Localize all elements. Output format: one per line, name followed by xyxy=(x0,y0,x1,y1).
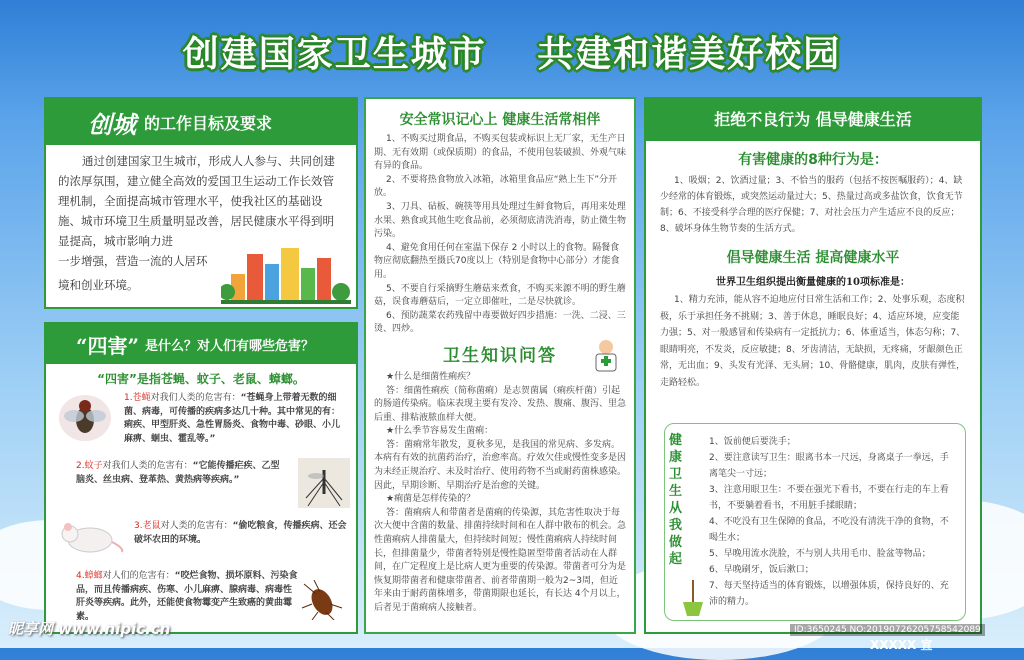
panel-goals-title-big: 创城 xyxy=(88,109,136,139)
qa-answer: 答：菌痢病人和带菌者是菌痢的传染源，其危害性取决于每次大便中含菌的数量、排菌持续时间和在人群中散布的机会。急性菌痢病人排菌量大，但持续时间短；慢性菌痢病人持续时间长，但排菌量少，带菌者特别是慢性隐匿型带菌者活动在人群间，在广定程度上是比病人更为重要的传染源。带菌者可分为是恢复期带菌者和健康带菌者、前者带菌期一般为2~3周，但近年来由于耐药菌株增多，带菌期限也延长，有长达 4个月以上，后者见于菌痢病人接触者。 xyxy=(374,507,627,613)
qa-question: ★什么季节容易发生菌痢： xyxy=(386,426,494,437)
cockroach-icon xyxy=(300,580,344,620)
health-tip: 5、早晚用流水洗脸，不与别人共用毛巾、脸盆等物品； xyxy=(709,549,931,559)
health-tips-box xyxy=(664,423,966,621)
mosquito-text: “它能传播疟疾、乙型脑炎、丝虫病、登革热、黄热病等疾病。” xyxy=(76,461,280,485)
doctor-icon xyxy=(590,339,622,373)
footer-id: ID:3650245 NO:20190726205758542089 xyxy=(790,624,985,636)
qa-title: 卫生知识问答 xyxy=(443,345,557,366)
rat-label: 3.老鼠 xyxy=(134,521,161,531)
cockroach-label: 4.蟑螂 xyxy=(76,571,103,581)
footer xyxy=(0,620,1024,652)
safety-item: 2、不要将热食物放入冰箱，冰箱里食品应“熟上生下”分开放。 xyxy=(374,174,618,199)
panel-four-pests xyxy=(44,322,358,634)
cockroach-text: “咬烂食物、损坏原料、污染食品，而且传播病疾、伤寒、小儿麻痹、腺病毒、病毒性肝炎等疾病。此外，还能使食物霉变产生致癌的黄曲霉素。 xyxy=(76,571,298,622)
safety-list xyxy=(366,129,634,337)
safety-item: 3、刀具、砧板、碗筷等用具处理过生鲜食物后，再用来处理水果、熟食或其他生吃食品前，必须彻底清洗消毒，防止微生物污染。 xyxy=(374,201,627,240)
healthy-life-title: 倡导健康生活 提高健康水平 xyxy=(726,250,900,266)
health-tip: 6、早晚刷牙，饭后漱口； xyxy=(709,565,814,575)
harmful-behaviors-text: 1、吸烟；2、饮酒过量；3、不恰当的服药（包括不按医嘱服药）；4、缺少经常的体育锻炼，或突然运动量过大；5、热量过高或多盐饮食，饮食无节制；6、不接受科学合理的医疗保健；7、对社会压力产生适应不良的反应；8、破坏身体生物节奏的生活方式。 xyxy=(660,176,963,234)
health-tip: 3、注意用眼卫生：不要在强光下看书，不要在行走的车上看书，不要躺着看书，不用脏手揉眼睛； xyxy=(709,485,949,511)
who-standards-text: 1、精力充沛，能从容不迫地应付日常生活和工作；2、处事乐观，态度积极，乐于承担任务不挑剔；3、善于休息，睡眠良好；4、适应环境，应变能力强；5、对一般感冒和传染病有一定抵抗力；6、体重适当，体态匀称；7、眼睛明亮，不发炎，反应敏捷；8、牙齿清洁，无缺损，无疼痛，牙龈颜色正常，无出血；9、头发有光泽、无头屑；10、骨骼健康，肌肉，皮肤有弹性，走路轻松。 xyxy=(660,295,966,388)
health-tip: 7、每天坚持适当的体育锻炼，以增强体质，保持良好的、充沛的精力。 xyxy=(709,581,949,607)
panel-goals-title: 的工作目标及要求 xyxy=(144,113,273,133)
qa-question: ★什么是细菌性痢疾？ xyxy=(386,371,476,382)
health-tip: 1、饭前便后要洗手； xyxy=(709,437,796,447)
panel-goals-text-2: 一步增强，营造一流的人居环 xyxy=(58,254,208,268)
page-title xyxy=(0,26,1024,77)
panel-goals-text: 通过创建国家卫生城市，形成人人参与、共同创建的浓厚氛围，建立健全高效的爱国卫生运动工作长效管理机制，全面提高城市管理水平，使我社区的基础设施、城市环境卫生质量明显改善，居民健康水平得到明显提高，城市影响力进 xyxy=(58,154,335,248)
title-right: 共建和谐美好校园 xyxy=(537,34,842,75)
harmful-behaviors-title: 有害健康的8种行为是： xyxy=(738,152,888,168)
fly-label: 1.苍蝇 xyxy=(124,393,151,403)
rat-description xyxy=(134,520,348,547)
safety-item: 6、预防蔬菜农药残留中毒要做好四步措施：一洗、二浸、三烫、四炒。 xyxy=(374,310,626,335)
qa-list xyxy=(366,371,634,616)
safety-item: 4、避免食用任何在室温下保存 2 小时以上的食物。隔餐食物应彻底翻热至摄氏70度以上（特别是食物中心部分）才能食用。 xyxy=(374,242,620,280)
health-tip: 2、要注意读写卫生：眼离书本一尺远，身离桌子一拳远，手离笔尖一寸远； xyxy=(709,453,949,479)
panel-goals xyxy=(44,97,358,309)
mosquito-icon xyxy=(298,458,350,508)
mosquito-description xyxy=(76,460,286,487)
panel-healthy-header: 拒绝不良行为 倡导健康生活 xyxy=(646,99,980,141)
panel-pests-title-big: “四害” xyxy=(76,333,140,358)
panel-safety-title: 安全常识记心上 健康生活常相伴 xyxy=(399,112,601,128)
qa-answer: 答：菌痢常年散发，夏秋多见，是我国的常见病、多发病。本病有有效的抗菌药治疗，治愈率高。疗效欠佳或慢性变多是因为未经正规治疗、未及时治疗、使用药物不当或耐药菌株感染。因此，早期诊断、早期治疗是治愈的关键。 xyxy=(374,439,627,491)
panel-safety xyxy=(364,97,636,634)
panel-goals-header xyxy=(46,99,356,145)
fly-label-rest: 对我们人类的危害有： xyxy=(150,393,241,403)
fly-description xyxy=(124,392,348,446)
rat-label-rest: 对人类的危害有： xyxy=(160,521,233,531)
cockroach-description xyxy=(76,570,298,624)
city-buildings-icon xyxy=(221,244,351,304)
panel-healthy-life xyxy=(644,97,982,634)
broom-icon xyxy=(679,580,705,616)
panel-pests-title: 是什么？对人们有哪些危害？ xyxy=(145,338,315,354)
health-tip: 4、不吃没有卫生保障的食品，不吃没有清洗干净的食物，不喝生水； xyxy=(709,517,949,543)
footer-site-logo: 昵享网 www.nipic.cn xyxy=(8,620,171,638)
panel-pests-header xyxy=(46,324,356,364)
panel-pests-subtitle: “四害”是指苍蝇、蚊子、老鼠、蟑螂。 xyxy=(97,372,305,386)
qa-answer: 答：细菌性痢疾（简称菌痢）是志贺菌属（痢疾杆菌）引起的肠道传染病。临床表现主要有发冷、发热、腹痛、腹泻、里急后重、排粘液脓血样大便。 xyxy=(374,385,627,423)
fly-icon xyxy=(56,392,114,444)
who-standards-title: 世界卫生组织提出衡量健康的10项标准是： xyxy=(716,277,910,288)
safety-item: 1、不购买过期食品，不购买包装或标识上无厂家，无生产日期、无有效期（或保质期）的食品，不使用包装破损、外观气味有异的食品。 xyxy=(374,134,627,172)
health-tips-side-label: 健康卫生从我做起 xyxy=(669,433,683,567)
safety-item: 5、不要自行采摘野生蘑菇来煮食，不购买来源不明的野生蘑菇，误食毒蘑菇后，一定立即催吐，二是尽快就诊。 xyxy=(374,283,626,308)
title-left: 创建国家卫生城市 xyxy=(182,34,487,75)
panel-goals-text-3: 境和创业环境。 xyxy=(58,278,139,292)
cockroach-label-rest: 对人们的危害有： xyxy=(102,571,175,581)
mosquito-label: 2.蚊子 xyxy=(76,461,103,471)
rat-text: “偷吃粮食，传播疾病、还会破坏农田的环境。 xyxy=(134,521,347,545)
fly-text: “苍蝇身上带着无数的细菌、病毒，可传播的疾病多达几十种。其中常见的有：痢疾、甲型肝炎、急性胃肠炎、食物中毒、砂眼、小儿麻痹、蛔虫、霍乱等。” xyxy=(124,393,341,444)
footer-bottom-text: XXXXX 宣 xyxy=(870,638,933,652)
health-tips-list xyxy=(709,434,957,610)
mosquito-label-rest: 对我们人类的危害有： xyxy=(102,461,193,471)
qa-question: ★痢菌是怎样传染的？ xyxy=(386,494,476,505)
rat-icon xyxy=(56,518,126,554)
